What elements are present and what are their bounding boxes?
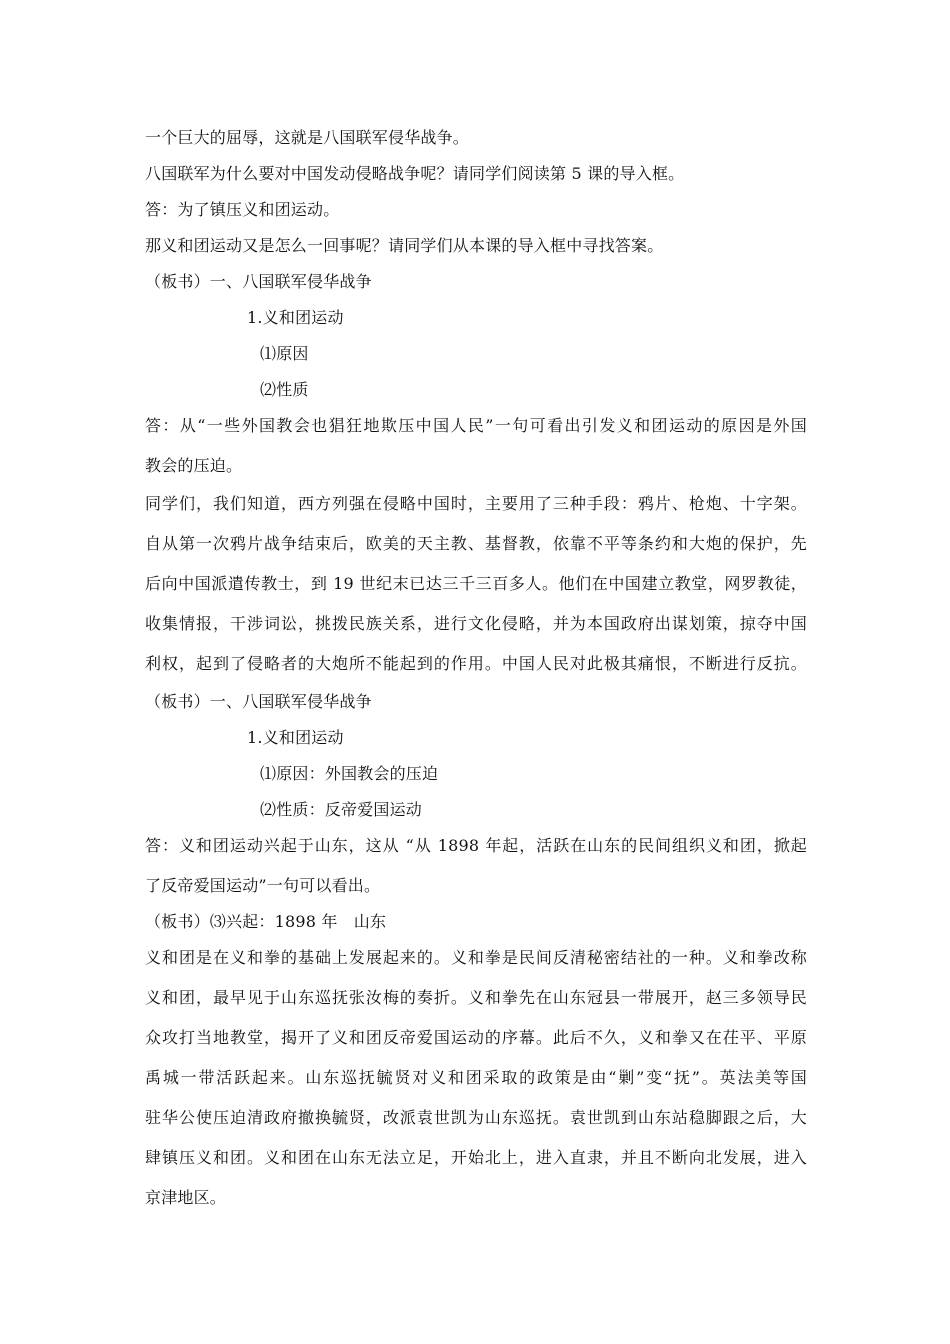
board-heading: （板书）一、八国联军侵华战争 [145, 692, 372, 711]
text-line: 肆镇压义和团。义和团在山东无法立足，开始北上，进入直隶，并且不断向北发展，进入 [145, 1148, 807, 1167]
text-line: 京津地区。 [145, 1188, 227, 1207]
text-line: 教会的压迫。 [145, 456, 243, 475]
text-line: 后向中国派遣传教士，到 19 世纪末已达三千三百多人。他们在中国建立教堂，网罗教徒， [145, 574, 807, 593]
text-line: 义和团是在义和拳的基础上发展起来的。义和拳是民间反清秘密结社的一种。义和拳改称 [145, 948, 807, 967]
text-line: 众攻打当地教堂，揭开了义和团反帝爱国运动的序幕。此后不久，义和拳又在茌平、平原 [145, 1028, 807, 1047]
board-subheading: 1.义和团运动 [247, 308, 344, 327]
text-line: 利权，起到了侵略者的大炮所不能起到的作用。中国人民对此极其痛恨，不断进行反抗。 [145, 654, 807, 673]
text-line: 一个巨大的屈辱，这就是八国联军侵华战争。 [145, 128, 470, 147]
text-line: 驻华公使压迫清政府撤换毓贤，改派袁世凯为山东巡抚。袁世凯到山东站稳脚跟之后，大 [145, 1108, 807, 1127]
text-line: 答：为了镇压义和团运动。 [145, 200, 340, 219]
board-item: （板书）⑶兴起：1898 年 山东 [145, 912, 387, 931]
text-line: 那义和团运动又是怎么一回事呢？请同学们从本课的导入框中寻找答案。 [145, 236, 664, 255]
board-item: ⑴原因 [260, 344, 309, 363]
text-line: 八国联军为什么要对中国发动侵略战争呢？请同学们阅读第 5 课的导入框。 [145, 164, 685, 183]
text-line: 义和团，最早见于山东巡抚张汝梅的奏折。义和拳先在山东冠县一带展开，赵三多领导民 [145, 988, 807, 1007]
text-line: 自从第一次鸦片战争结束后，欧美的天主教、基督教，依靠不平等条约和大炮的保护，先 [145, 534, 807, 553]
text-line: 同学们，我们知道，西方列强在侵略中国时，主要用了三种手段：鸦片、枪炮、十字架。 [145, 494, 807, 513]
text-line: 收集情报，干涉词讼，挑拨民族关系，进行文化侵略，并为本国政府出谋划策，掠夺中国 [145, 614, 807, 633]
board-item: ⑴原因：外国教会的压迫 [260, 764, 439, 783]
board-item: ⑵性质：反帝爱国运动 [260, 800, 423, 819]
text-line: 了反帝爱国运动”一句可以看出。 [145, 876, 381, 895]
board-heading: （板书）一、八国联军侵华战争 [145, 272, 372, 291]
text-line: 禹城一带活跃起来。山东巡抚毓贤对义和团采取的政策是由“剿”变“抚”。英法美等国 [145, 1068, 807, 1087]
board-subheading: 1.义和团运动 [247, 728, 344, 747]
text-line: 答：义和团运动兴起于山东，这从 “从 1898 年起，活跃在山东的民间组织义和团，掀起 [145, 836, 807, 855]
text-line: 答：从“一些外国教会也猖狂地欺压中国人民”一句可看出引发义和团运动的原因是外国 [145, 416, 807, 435]
board-item: ⑵性质 [260, 380, 309, 399]
